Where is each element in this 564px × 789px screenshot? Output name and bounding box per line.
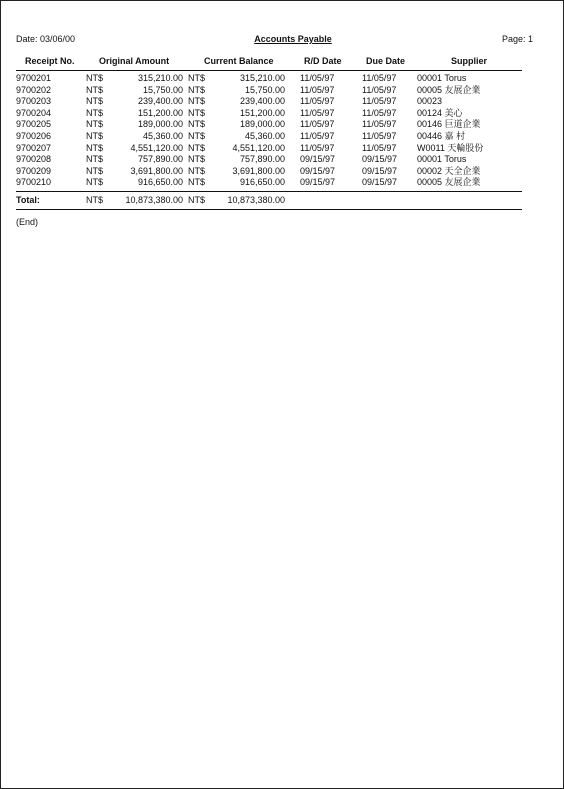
supplier-cell: 00146 巨道企業 — [417, 119, 481, 130]
receipt-number-cell: 9700202 — [16, 84, 52, 95]
table-row — [16, 143, 522, 155]
original-amount-cell: 151,200.00 — [137, 107, 183, 118]
current-balance-cell: 45,360.00 — [244, 130, 285, 141]
header-divider — [16, 70, 522, 71]
due-date-cell: 11/05/97 — [362, 142, 397, 153]
rd-date-cell: 11/05/97 — [300, 107, 335, 118]
rd-date-cell: 09/15/97 — [300, 165, 336, 176]
currency-balance-cell: NT$ — [188, 73, 206, 83]
total-currency-balance: NT$ — [188, 195, 206, 205]
supplier-cell: 00005 友展企業 — [417, 177, 481, 188]
due-date-cell: 11/05/97 — [362, 73, 397, 83]
table-body — [16, 73, 522, 189]
currency-balance-cell: NT$ — [188, 96, 206, 107]
original-amount-cell: 3,691,800.00 — [130, 165, 183, 176]
due-date-cell: 11/05/97 — [362, 84, 397, 95]
currency-original-cell: NT$ — [86, 96, 104, 107]
rd-date-cell: 11/05/97 — [300, 84, 335, 95]
currency-balance-cell: NT$ — [188, 165, 206, 176]
supplier-cell: 00001 Torus — [417, 154, 467, 165]
supplier-cell: W0011 天輪股份 — [417, 142, 484, 153]
currency-balance-cell: NT$ — [188, 107, 206, 118]
current-balance-cell: 3,691,800.00 — [232, 165, 285, 176]
rd-date-cell: 11/05/97 — [300, 73, 335, 83]
supplier-cell: 00005 友展企業 — [417, 84, 481, 95]
rd-date-cell: 11/05/97 — [300, 119, 335, 130]
report-title: Accounts Payable — [254, 34, 332, 44]
table-row — [16, 154, 522, 166]
receipt-number-cell: 9700206 — [16, 130, 52, 141]
current-balance-cell: 15,750.00 — [244, 84, 285, 95]
table-row — [16, 166, 522, 178]
current-balance-cell: 151,200.00 — [239, 107, 285, 118]
column-header-supplier: Supplier — [451, 56, 488, 66]
currency-balance-cell: NT$ — [188, 142, 206, 153]
column-header-due-date: Due Date — [366, 56, 406, 66]
receipt-number-cell: 9700208 — [16, 154, 52, 165]
current-balance-cell: 315,210.00 — [239, 73, 285, 83]
supplier-cell: 00002 天全企業 — [417, 165, 481, 176]
total-divider-top — [16, 191, 522, 192]
column-header-rd-date: R/D Date — [304, 56, 342, 66]
currency-balance-cell: NT$ — [188, 130, 206, 141]
currency-original-cell: NT$ — [86, 177, 104, 188]
rd-date-cell: 11/05/97 — [300, 142, 335, 153]
table-row — [16, 85, 522, 97]
currency-balance-cell: NT$ — [188, 84, 206, 95]
due-date-cell: 11/05/97 — [362, 130, 397, 141]
rd-date-cell: 11/05/97 — [300, 130, 335, 141]
currency-original-cell: NT$ — [86, 73, 104, 83]
total-label: Total: — [16, 195, 40, 205]
currency-original-cell: NT$ — [86, 119, 104, 130]
currency-original-cell: NT$ — [86, 154, 104, 165]
table-row — [16, 177, 522, 189]
table-row — [16, 131, 522, 143]
original-amount-cell: 916,650.00 — [137, 177, 183, 188]
receipt-number-cell: 9700203 — [16, 96, 52, 107]
current-balance-cell: 916,650.00 — [239, 177, 285, 188]
due-date-cell: 09/15/97 — [362, 154, 398, 165]
page-number: Page: 1 — [501, 34, 533, 44]
report-date: Date: 03/06/00 — [16, 34, 76, 44]
column-header-original-amount: Original Amount — [99, 56, 170, 66]
original-amount-cell: 239,400.00 — [137, 96, 183, 107]
column-headers — [16, 56, 522, 69]
original-amount-cell: 757,890.00 — [137, 154, 183, 165]
receipt-number-cell: 9700209 — [16, 165, 52, 176]
original-amount-cell: 4,551,120.00 — [130, 142, 183, 153]
currency-balance-cell: NT$ — [188, 154, 206, 165]
supplier-cell: 00124 美心 — [417, 107, 463, 118]
total-divider-bottom — [16, 209, 522, 210]
supplier-cell: 00023 — [417, 96, 443, 107]
currency-balance-cell: NT$ — [188, 119, 206, 130]
current-balance-cell: 4,551,120.00 — [232, 142, 285, 153]
currency-original-cell: NT$ — [86, 130, 104, 141]
due-date-cell: 11/05/97 — [362, 107, 397, 118]
due-date-cell: 09/15/97 — [362, 165, 398, 176]
column-header-current-balance: Current Balance — [204, 56, 274, 66]
due-date-cell: 11/05/97 — [362, 119, 397, 130]
supplier-cell: 00001 Torus — [417, 73, 467, 83]
receipt-number-cell: 9700201 — [16, 73, 52, 83]
receipt-number-cell: 9700210 — [16, 177, 52, 188]
due-date-cell: 09/15/97 — [362, 177, 398, 188]
currency-original-cell: NT$ — [86, 107, 104, 118]
total-original-amount: 10,873,380.00 — [125, 195, 183, 205]
currency-original-cell: NT$ — [86, 165, 104, 176]
rd-date-cell: 11/05/97 — [300, 96, 335, 107]
original-amount-cell: 45,360.00 — [142, 130, 183, 141]
total-current-balance: 10,873,380.00 — [227, 195, 285, 205]
table-row — [16, 108, 522, 120]
receipt-number-cell: 9700205 — [16, 119, 52, 130]
current-balance-cell: 757,890.00 — [239, 154, 285, 165]
current-balance-cell: 239,400.00 — [239, 96, 285, 107]
end-marker: (End) — [16, 217, 39, 227]
currency-original-cell: NT$ — [86, 142, 104, 153]
table-row — [16, 73, 522, 85]
rd-date-cell: 09/15/97 — [300, 154, 336, 165]
receipt-number-cell: 9700204 — [16, 107, 52, 118]
table-row — [16, 119, 522, 131]
due-date-cell: 11/05/97 — [362, 96, 397, 107]
table-row — [16, 96, 522, 108]
currency-original-cell: NT$ — [86, 84, 104, 95]
currency-balance-cell: NT$ — [188, 177, 206, 188]
receipt-number-cell: 9700207 — [16, 142, 52, 153]
original-amount-cell: 189,000.00 — [137, 119, 183, 130]
rd-date-cell: 09/15/97 — [300, 177, 336, 188]
original-amount-cell: 15,750.00 — [142, 84, 183, 95]
column-header-receipt: Receipt No. — [25, 56, 75, 66]
current-balance-cell: 189,000.00 — [239, 119, 285, 130]
total-currency-original: NT$ — [86, 195, 104, 205]
supplier-cell: 00446 嘉 村 — [417, 130, 466, 141]
total-row — [16, 194, 522, 206]
original-amount-cell: 315,210.00 — [137, 73, 183, 83]
